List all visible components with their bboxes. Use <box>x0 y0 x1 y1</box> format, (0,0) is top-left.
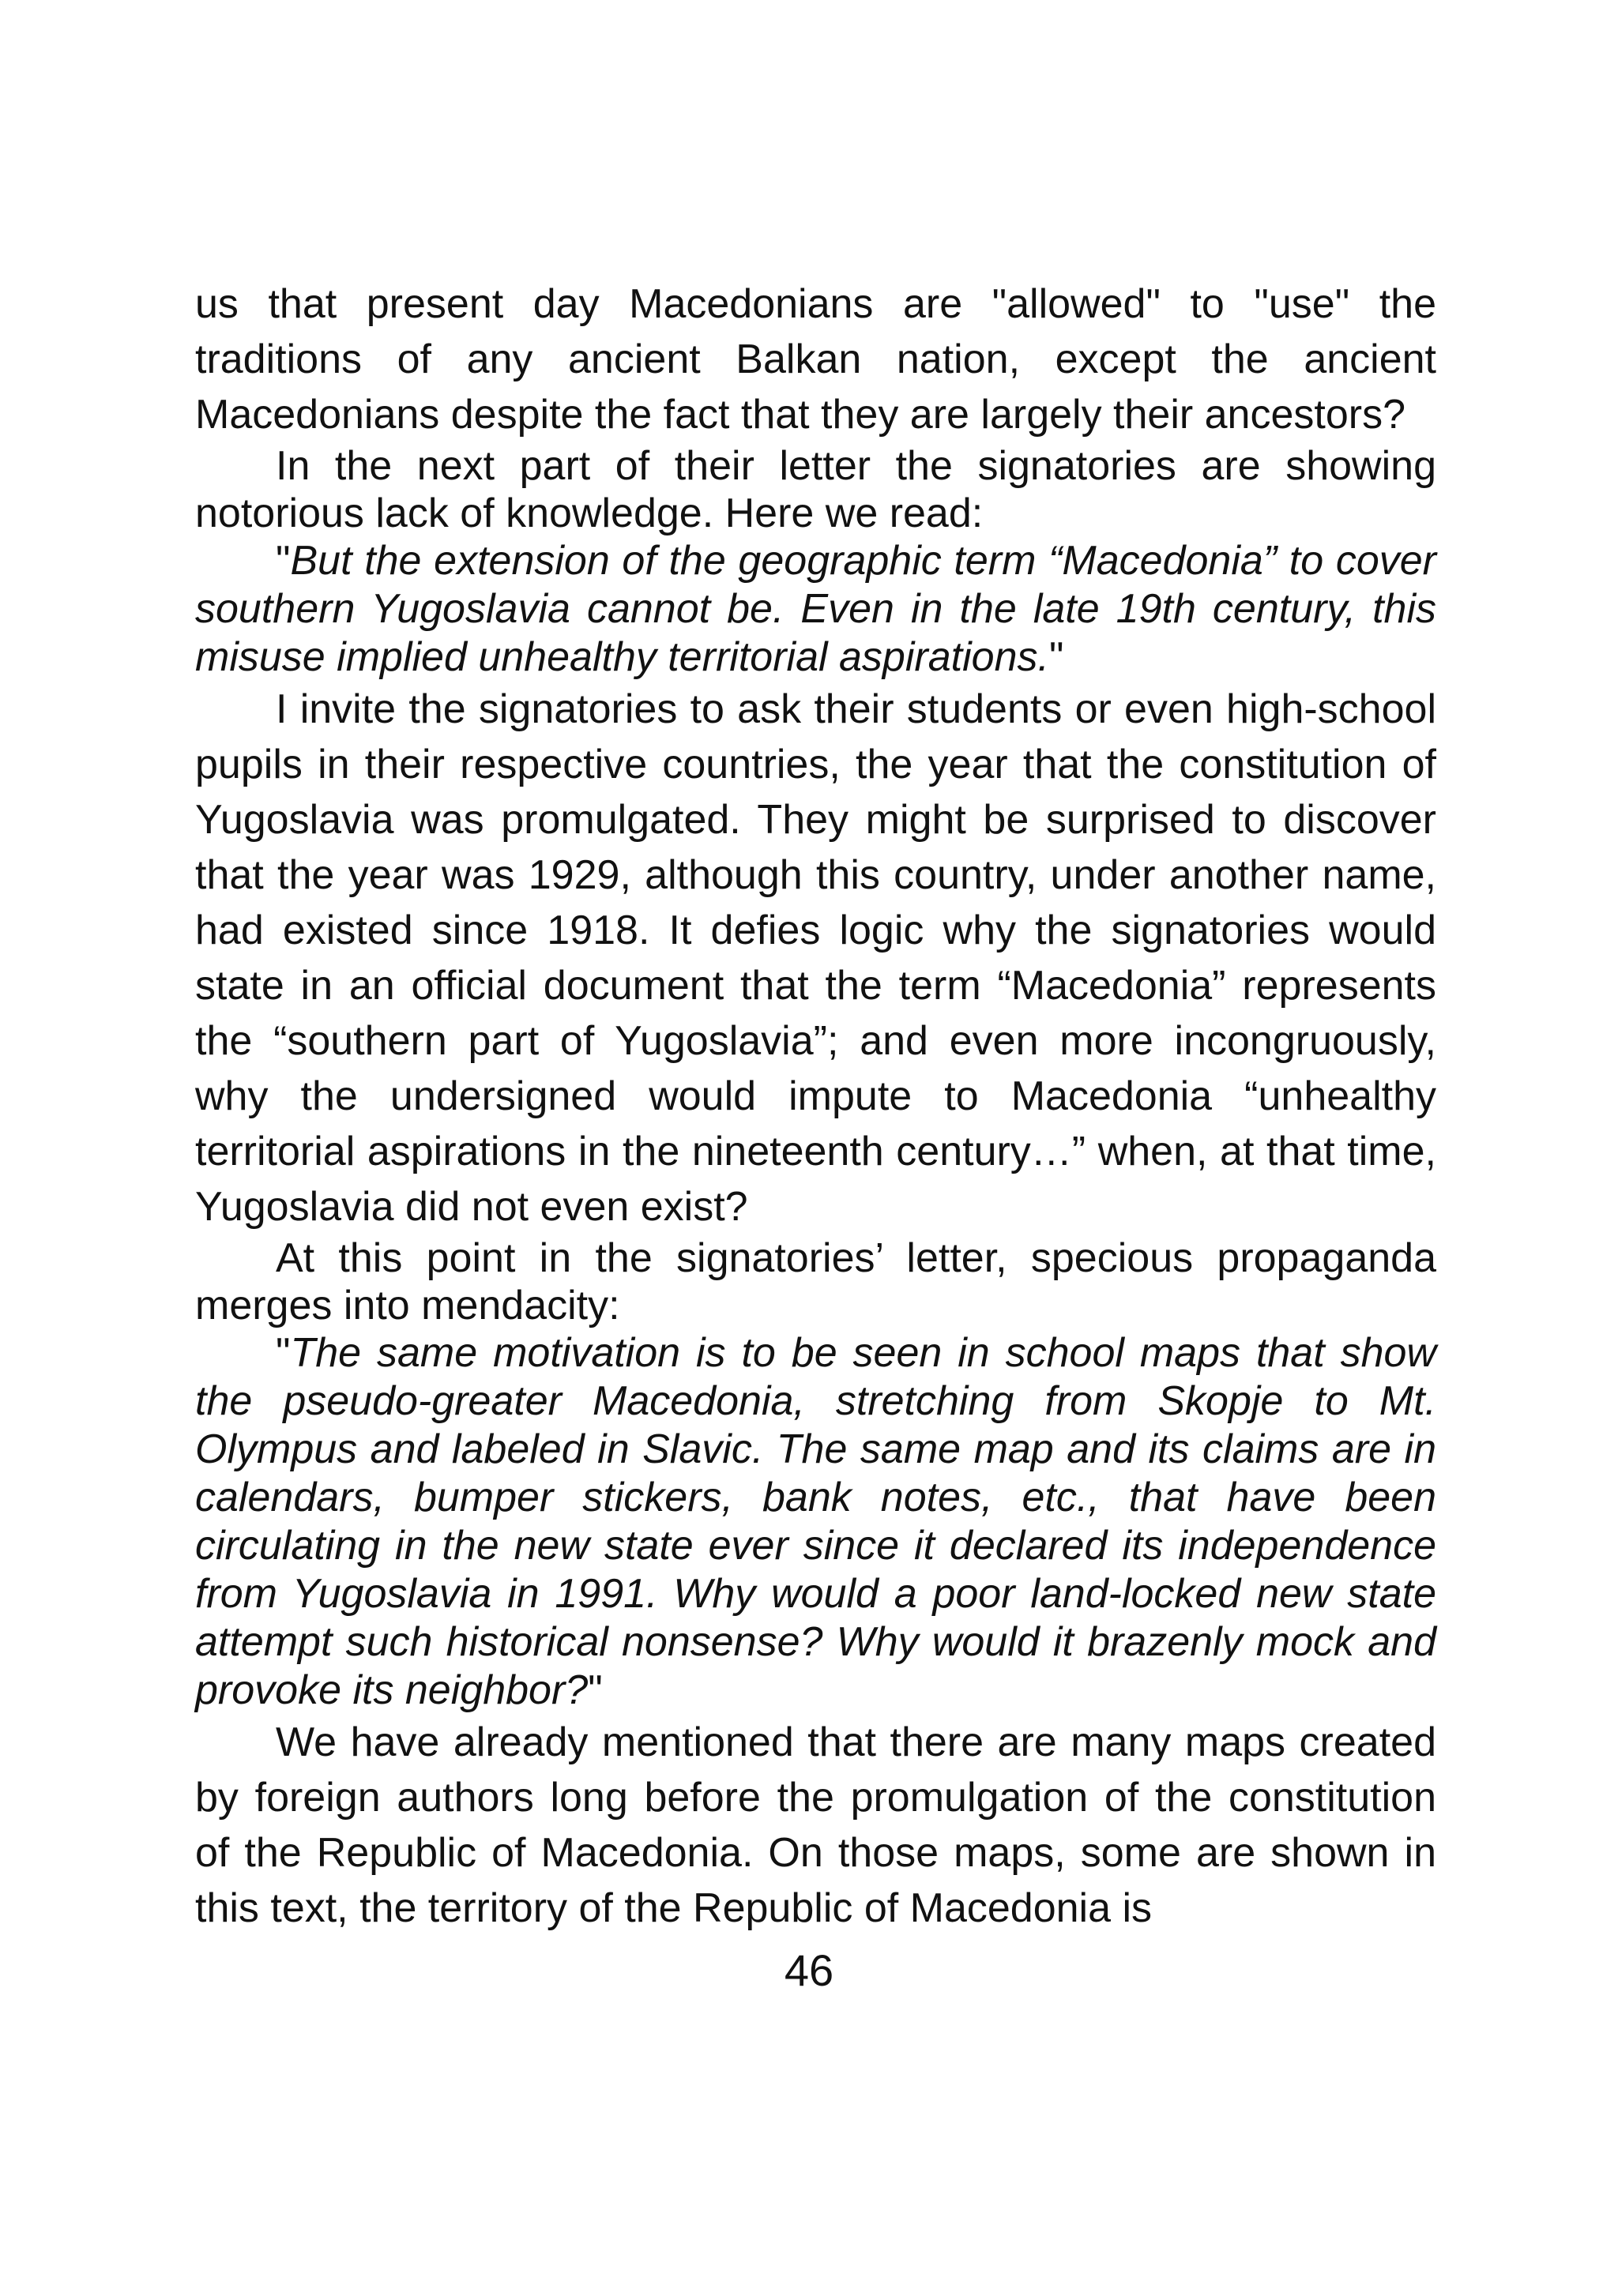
paragraph-specious-propaganda: At this point in the signatories’ letter, specious propaganda merges into mendacity: <box>195 1235 1436 1328</box>
paragraph-yugoslavia-constitution: I invite the signatories to ask their students or even high-school pupils in their respective countries, the year that the constitution of Yugoslavia was promulgated. They might be surprised to discover that the year was 1929, although this country, under another name, had existed since 1918. It defies logic why the signatories would state in an official document that the term “Macedonia” represents the “southern part of Yugoslavia”; and even more incongruously, why the undersigned would impute to Macedonia “unhealthy territorial aspirations in the nineteenth century…” when, at that time, Yugoslavia did not even exist? <box>195 686 1436 1230</box>
page-body <box>195 276 1436 1936</box>
block-quote-school-maps <box>195 1329 1436 1715</box>
paragraph-lack-of-knowledge: In the next part of their letter the signatories are showing notorious lack of knowledge. Here we read: <box>195 443 1436 536</box>
quote-open-mark: " <box>276 1330 291 1376</box>
quote-text: But the extension of the geographic term “Macedonia” to cover southern Yugoslavia cannot be. Even in the late 19th century, this misuse implied unhealthy territorial aspirations. <box>195 538 1436 680</box>
block-quote-geographic-term <box>195 537 1436 682</box>
paragraph-continuation: us that present day Macedonians are "allowed" to "use" the traditions of any ancient Balkan nation, except the ancient Macedonians despite the fact that they are largely their ancestors? <box>195 281 1436 438</box>
paragraph-foreign-maps: We have already mentioned that there are many maps created by foreign authors long before the promulgation of the constitution of the Republic of Macedonia. On those maps, some are shown in this text, the territory of the Republic of Macedonia is <box>195 1719 1436 1931</box>
quote-close-mark: " <box>1048 634 1064 680</box>
quote-text: The same motivation is to be seen in school maps that show the pseudo-greater Macedonia, stretching from Skopje to Mt. Olympus and labeled in Slavic. The same map and its claims are in calendars, bumper stickers, bank notes, etc., that have been circulating in the new state ever since it declared its independence from Yugoslavia in 1991. Why would a poor land-locked new state attempt such historical nonsense? Why would it brazenly mock and provoke its neighbor? <box>195 1330 1436 1713</box>
page-number: 46 <box>784 1945 834 1995</box>
quote-close-mark: " <box>588 1667 603 1713</box>
quote-open-mark: " <box>276 538 291 584</box>
